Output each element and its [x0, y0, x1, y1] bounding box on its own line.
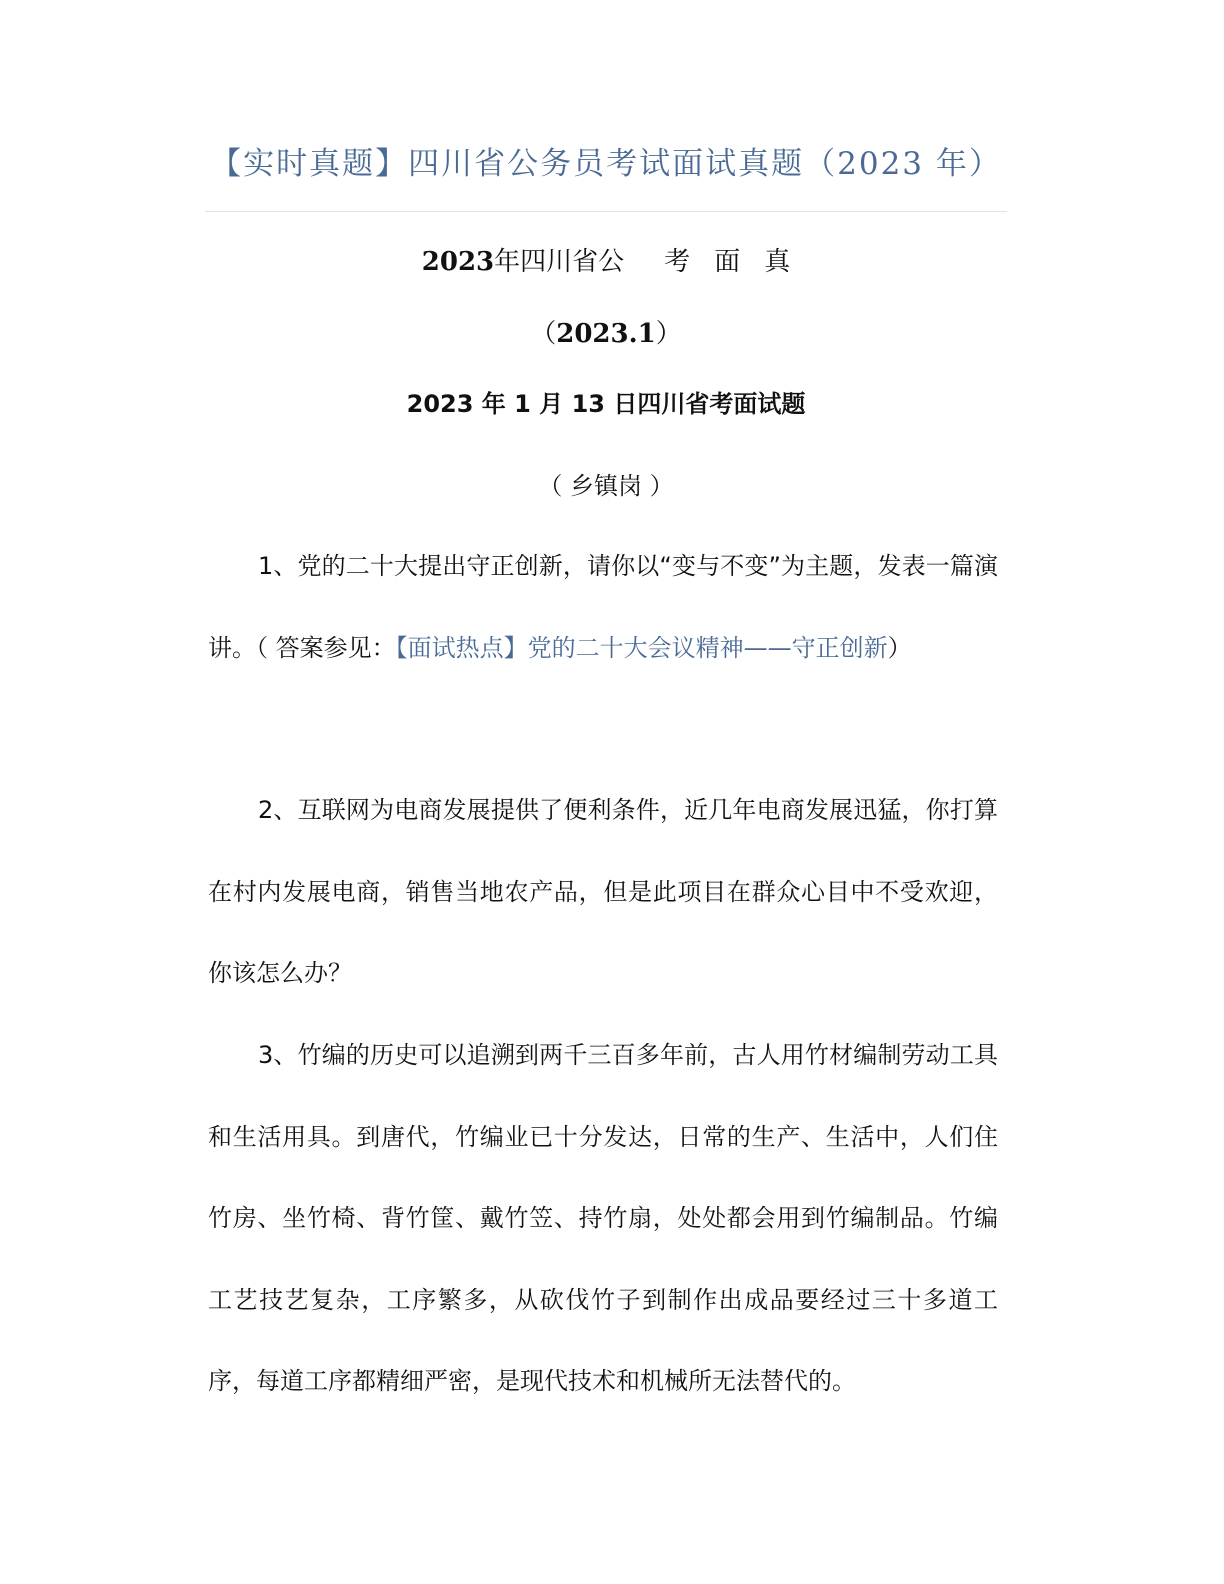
exam-session-heading: 2023 年 1 月 13 日四川省考面试题: [406, 390, 806, 418]
exam-heading: [205, 240, 1007, 284]
exam-heading-zhen: 真: [764, 247, 791, 277]
question-1-text: 1、党的二十大提出守正创新，请你以“变与不变”为主题，发表一篇演讲。（ 答案参见：: [208, 552, 998, 662]
exam-heading-kao: 考: [664, 247, 691, 277]
exam-heading-part1: 年四川省公: [494, 247, 625, 277]
exam-date: 2023.1: [556, 319, 656, 349]
question-1: [208, 526, 998, 689]
exam-date-close: ）: [655, 319, 682, 349]
question-1-close: ）: [887, 633, 912, 662]
exam-date-open: （: [530, 319, 557, 349]
question-2: 2、互联网为电商发展提供了便利条件，近几年电商发展迅猛，你打算在村内发展电商，销售当地农产品，但是此项目在群众心目中不受欢迎，你该怎么办？: [208, 796, 998, 987]
title-divider: [205, 211, 1007, 212]
exam-heading-mian: 面: [714, 247, 741, 277]
exam-date-heading: [205, 312, 1007, 356]
position-category: （ 乡镇岗 ）: [538, 472, 674, 500]
answer-reference-link[interactable]: 【面试热点】党的二十大会议精神——守正创新: [395, 633, 888, 662]
document-title: 【实时真题】四川省公务员考试面试真题（2023 年）: [210, 146, 1002, 182]
exam-heading-year: 2023: [421, 247, 495, 277]
question-3: 3、竹编的历史可以追溯到两千三百多年前，古人用竹材编制劳动工具和生活用具。到唐代，竹编业已十分发达，日常的生产、生活中，人们住竹房、坐竹椅、背竹筐、戴竹笠、持竹扇，处处都会用到竹编制品。竹编工艺技艺复杂，工序繁多，从砍伐竹子到制作出成品要经过三十多道工序，每道工序都精细严密，是现代技术和机械所无法替代的。: [208, 1041, 998, 1395]
